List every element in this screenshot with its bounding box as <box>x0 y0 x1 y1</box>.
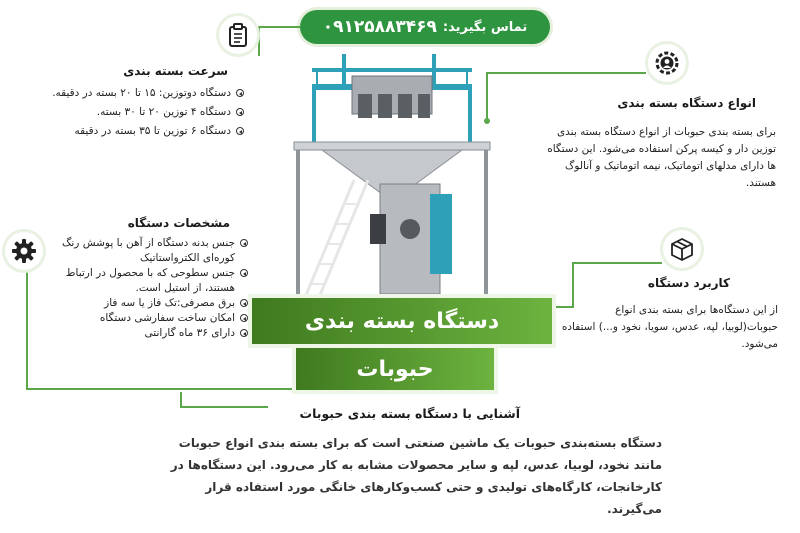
usage-body: از این دستگاه‌ها برای بسته بندی انواع حبوبات(لوبیا، لپه، عدس، سویا، نخود و...) استفاده می‌شود. <box>561 304 778 350</box>
list-item: دارای ۳۶ ماه گارانتی <box>50 326 248 341</box>
connector-line <box>180 406 268 408</box>
list-item: دستگاه دوتوزین: ۱۵ تا ۲۰ بسته در دقیقه. <box>6 86 244 101</box>
contact-label: تماس بگیرید: <box>442 19 528 35</box>
usage-title: کاربرد دستگاه <box>647 276 730 290</box>
connector-line <box>26 388 298 390</box>
banner-line1: دستگاه بسته بندی <box>252 298 552 344</box>
banner-line2: حبوبات <box>296 348 494 390</box>
gear-icon <box>11 238 37 264</box>
specs-title: مشخصات دستگاه <box>127 216 230 230</box>
usage-icon-circle <box>663 230 701 268</box>
list-item: امکان ساخت سفارشی دستگاه <box>50 311 248 326</box>
list-item: دستگاه ۴ توزین ۲۰ تا ۳۰ بسته. <box>6 105 244 120</box>
gear-badge-icon <box>654 50 680 76</box>
contact-bar[interactable] <box>300 10 550 44</box>
clipboard-icon <box>227 23 249 47</box>
specs-list <box>50 236 248 341</box>
speed-icon-circle <box>219 16 257 54</box>
speed-list <box>6 86 244 139</box>
intro-title: آشنایی با دستگاه بسته بندی حبوبات <box>299 406 520 421</box>
types-icon-circle <box>648 44 686 82</box>
types-title: انواع دستگاه بسته بندی <box>617 96 756 110</box>
connector-line <box>572 262 662 264</box>
list-item: دستگاه ۶ توزین تا ۳۵ بسته در دقیقه <box>6 124 244 139</box>
connector-line <box>26 272 28 390</box>
connector-line <box>258 26 260 56</box>
machine-illustration <box>282 54 502 304</box>
connector-line <box>486 72 646 74</box>
connector-line <box>258 26 300 28</box>
list-item: جنس سطوحی که با محصول در ارتباط هستند، از استیل است. <box>50 266 248 296</box>
intro-body: دستگاه بسته‌بندی حبوبات یک ماشین صنعتی است که برای بسته بندی انواع حبوبات مانند نخود، لوبیا، عدس، لپه و سایر محصولات مشابه به کار می‌رود. این دستگاه‌ها در کارخانجات، کارگاه‌های تولیدی و حتی کسب‌وکارهای خانگی مورد استفاده قرار می‌گیرند. <box>170 436 662 516</box>
specs-icon-circle <box>5 232 43 270</box>
connector-line <box>180 392 182 406</box>
box-icon <box>669 236 695 262</box>
list-item: جنس بدنه دستگاه از آهن با پوشش رنگ کوره‌ای الکترواستاتیک <box>50 236 248 266</box>
connector-line <box>572 262 574 306</box>
types-body: برای بسته بندی حبوبات از انواع دستگاه بسته بندی توزین دار و کیسه پرکن استفاده می‌شود. این دستگاه ها دارای مدلهای اتوماتیک، نیمه اتوماتیک و آنالوگ هستند. <box>547 126 776 189</box>
speed-title: سرعت بسته بندی <box>123 64 228 78</box>
contact-phone[interactable]: ۰۹۱۲۵۸۸۳۴۶۹ <box>322 17 437 37</box>
list-item: برق مصرفی:تک فاز یا سه فاز <box>50 296 248 311</box>
